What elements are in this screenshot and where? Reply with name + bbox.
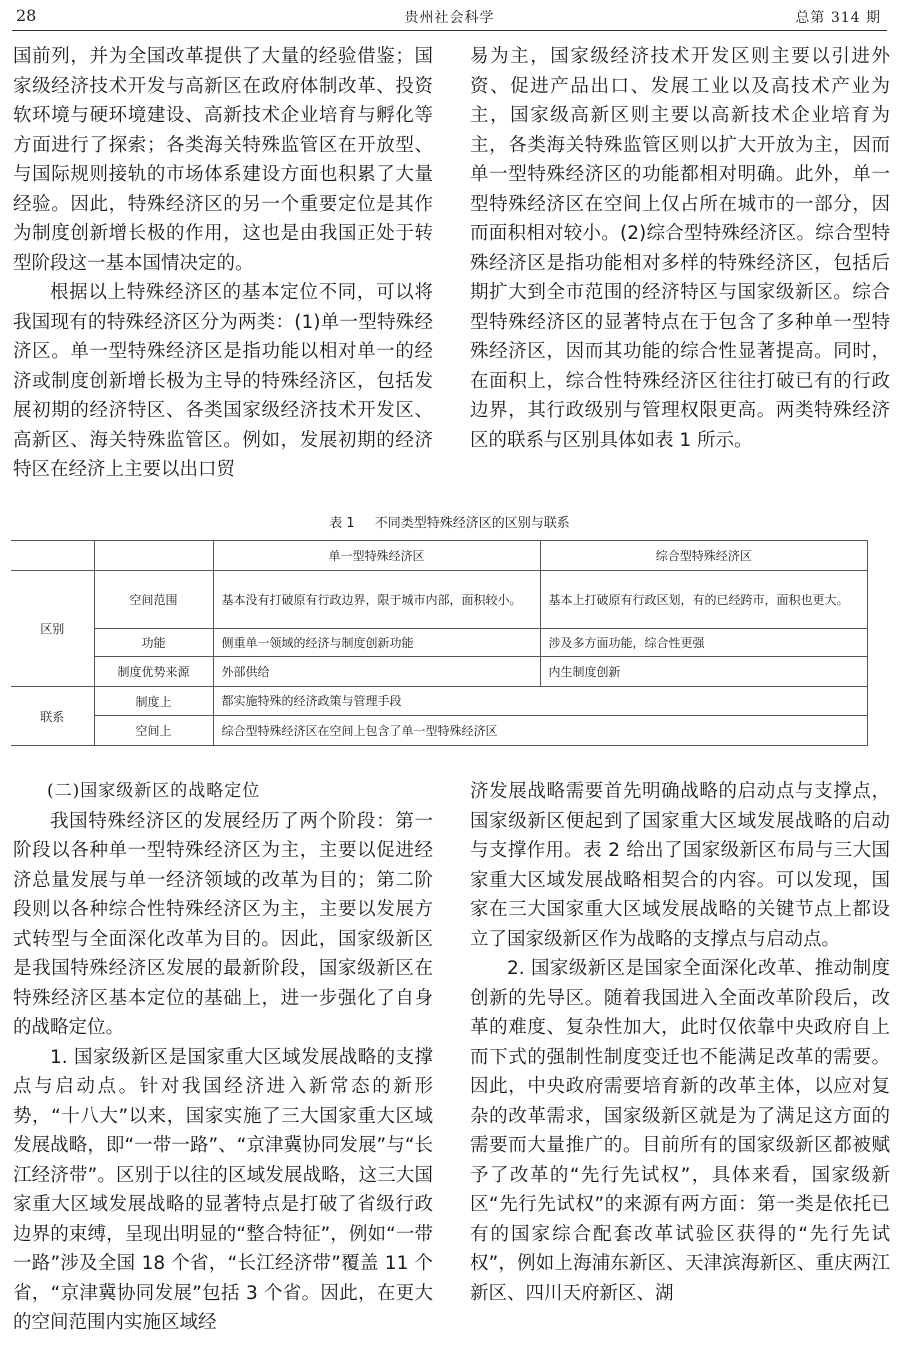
running-head [0,0,899,36]
table-title: 不同类型特殊经济区的区别与联系 [374,516,570,531]
issue-number: 总第 314 期 [795,10,881,26]
top-left-column [13,42,433,485]
header-cell-empty [11,541,94,571]
table-number: 表 1 [329,516,355,531]
cell-single: 外部供给 [213,657,540,687]
top-right-column [470,42,890,455]
page-number: 28 [16,6,37,25]
cell-comprehensive: 基本上打破原有行政区划，有的已经跨市，面积也更大。 [540,571,868,629]
paragraph: 2. 国家级新区是国家全面深化改革、推动制度创新的先导区。随着我国进入全面改革阶段后，改革的难度、复杂性加大，此时仅依靠中央政府自上而下式的强制性制度变迁也不能满足改革的需要。因此，中央政府需要培育新的改革主体，以应对复杂的改革需求，国家级新区就是为了满足这方面的需要而大量推广的。目前所有的国家级新区都被赋予了改革的“先行先试权”，具体来看，国家级新区“先行先试权”的来源有两方面：第一类是依托已有的国家综合配套改革试验区获得的“先行先试权”，例如上海浦东新区、天津滨海新区、重庆两江新区、四川天府新区、湖 [470,958,890,1304]
journal-title: 贵州社会科学 [404,10,495,26]
row-label: 空间上 [94,716,213,746]
table-header-row [11,541,868,571]
cell-comprehensive: 涉及多方面功能，综合性更强 [540,629,868,657]
table-row [11,687,868,716]
cell-merged: 综合型特殊经济区在空间上包含了单一型特殊经济区 [213,716,868,746]
row-label: 制度优势来源 [94,657,213,687]
table-row [11,657,868,687]
paragraph: 我国特殊经济区的发展经历了两个阶段：第一阶段以各种单一型特殊经济区为主，主要以促进经济总量发展与单一经济领域的改革为目的；第二阶段则以各种综合性特殊经济区为主，主要以发展方式转型与全面深化改革为目的。因此，国家级新区是我国特殊经济区发展的最新阶段，国家级新区在特殊经济区基本定位的基础上，进一步强化了自身的战略定位。 [13,810,433,1038]
paragraph: 易为主，国家级经济技术开发区则主要以引进外资、促进产品出口、发展工业以及高技术产业为主，国家级高新区则主要以高新技术企业培育为主，各类海关特殊监管区则以扩大开放为主，因而单一型特殊经济区的功能都相对明确。此外，单一型特殊经济区在空间上仅占所在城市的一部分，因而面积相对较小。(2)综合型特殊经济区。综合型特殊经济区是指功能相对多样的特殊经济区，包括后期扩大到全市范围的经济特区与国家级新区。综合型特殊经济区的显著特点在于包含了多种单一型特殊经济区，因而其功能的综合性显著提高。同时，在面积上，综合性特殊经济区往往打破已有的行政边界，其行政级别与管理权限更高。两类特殊经济区的联系与区别具体如表 1 所示。 [470,46,890,451]
group-label-difference: 区别 [11,571,94,687]
cell-comprehensive: 内生制度创新 [540,657,868,687]
paragraph: 济发展战略需要首先明确战略的启动点与支撑点，国家级新区便起到了国家重大区域发展战略的启动与支撑作用。表 2 给出了国家级新区布局与三大国家重大区域发展战略相契合的内容。可以发现，国家在三大国家重大区域发展战略的关键节点上都设立了国家级新区作为战略的支撑点与启动点。 [470,781,890,950]
table-row [11,629,868,657]
row-label: 功能 [94,629,213,657]
table-caption [0,512,899,531]
cell-single: 基本没有打破原有行政边界，限于城市内部，面积较小。 [213,571,540,629]
table-row [11,716,868,746]
bottom-left-column [13,777,433,1338]
cell-single: 侧重单一领域的经济与制度创新功能 [213,629,540,657]
table-row [11,571,868,629]
header-cell-empty [94,541,213,571]
paragraph: 国前列，并为全国改革提供了大量的经验借鉴；国家级经济技术开发与高新区在政府体制改革、投资软环境与硬环境建设、高新技术企业培育与孵化等方面进行了探索；各类海关特殊监管区在开放型、与国际规则接轨的市场体系建设方面也积累了大量经验。因此，特殊经济区的另一个重要定位是其作为制度创新增长极的作用，这也是由我国正处于转型阶段这一基本国情决定的。 [13,46,433,274]
group-label-connection: 联系 [11,687,94,746]
row-label: 空间范围 [94,571,213,629]
header-comprehensive-type: 综合型特殊经济区 [540,541,868,571]
paragraph: 根据以上特殊经济区的基本定位不同，可以将我国现有的特殊经济区分为两类：(1)单一型特殊经济区。单一型特殊经济区是指功能以相对单一的经济或制度创新增长极为主导的特殊经济区，包括发展初期的经济特区、各类国家级经济技术开发区、高新区、海关特殊监管区。例如，发展初期的经济特区在经济上主要以出口贸 [13,282,433,480]
comparison-table [11,540,868,746]
cell-merged: 都实施特殊的经济政策与管理手段 [213,687,868,716]
header-single-type: 单一型特殊经济区 [213,541,540,571]
row-label: 制度上 [94,687,213,716]
bottom-right-column [470,777,890,1308]
header-rule [12,30,887,31]
paragraph: 1. 国家级新区是国家重大区域发展战略的支撑点与启动点。针对我国经济进入新常态的新形势，“十八大”以来，国家实施了三大国家重大区域发展战略，即“一带一路”、“京津冀协同发展”与“长江经济带”。区别于以往的区域发展战略，这三大国家重大区域发展战略的显著特点是打破了省级行政边界的束缚，呈现出明显的“整合特征”，例如“一带一路”涉及全国 18 个省，“长江经济带”覆盖 11 个省，“京津冀协同发展”包括 3 个省。因此，在更大的空间范围内实施区域经 [13,1046,433,1333]
section-heading: (二)国家级新区的战略定位 [47,781,261,801]
